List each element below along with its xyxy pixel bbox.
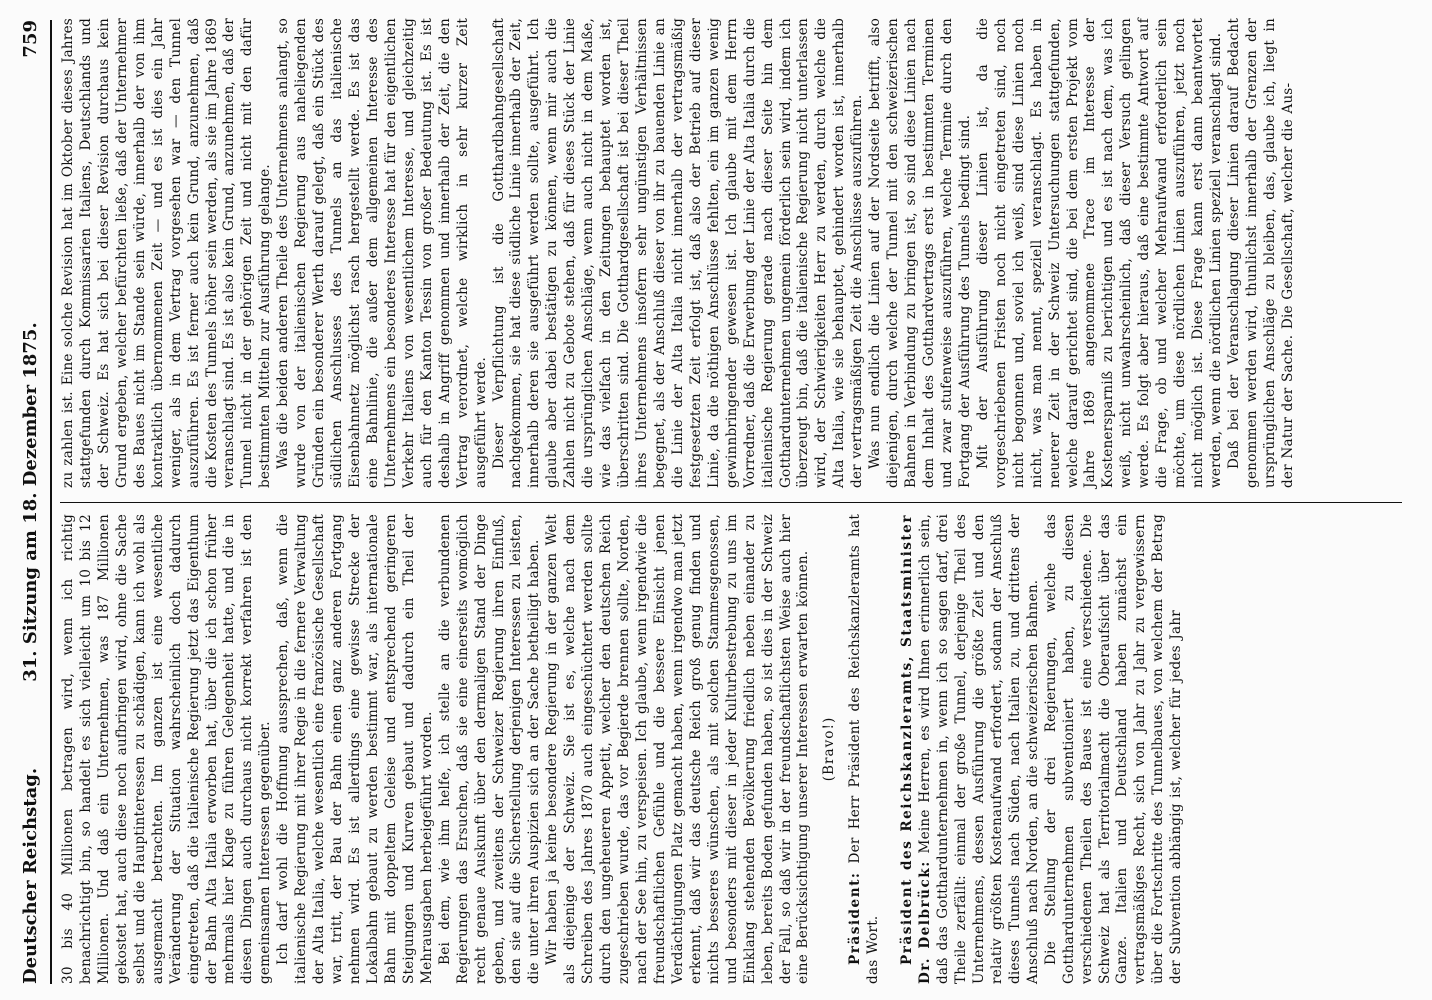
speaker-label: Präsident des Reichskanzleramts, Staatsminister Dr. Delbrück:: [899, 514, 934, 984]
column-divider: [60, 502, 1402, 503]
paragraph: 30 bis 40 Millionen betragen wird, wenn ich richtig benachrichtigt bin, so handelt es sich vielleicht um 10 bis 12 Millionen. Und daß ein Unternehmen, was 187 Millionen gekostet hat, auch diese noch aufbringen wird, ohne die Sache selbst und die Hauptinteressen zu schädigen, kann ich wohl als ausgemacht betrachten. Im ganzen ist eine wesentliche Veränderung der Situation wahrscheinlich doch dadurch eingetreten, daß die italienische Regierung jetzt das Eigenthum der Bahn Alta Italia erworben hat, über die ich schon früher mehrmals hier Klage zu führen Gelegenheit hatte, und die in diesen Dingen auch durchaus nicht korrekt verfahren ist den gemeinsamen Interessen gegenüber.: [60, 514, 274, 984]
paragraph: Die Stellung der drei Regierungen, welche das Gotthardunternehmen subventioniert haben, zu diesen verschiedenen Theilen des Baues ist eine verschiedene. Die Schweiz hat als Territorialmacht die Oberaufsicht über das Ganze. Italien und Deutschland haben zunächst ein vertragsmäßiges Recht, sich von Jahr zu Jahr zu vergewissern über die Fortschritte des Tunnelbaues, von welchem der Betrag der Subvention abhängig ist, welcher für jedes Jahr: [1042, 514, 1185, 984]
paragraph: Mit der Ausführung dieser Linien ist, da die vorgeschriebenen Fristen noch nicht eingetreten sind, noch nicht begonnen und, soviel ich weiß, sind diese Linien noch nicht, was man nennt, speziell veranschlagt. Es haben in neuerer Zeit in der Schweiz Untersuchungen stattgefunden, welche darauf gerichtet sind, die bei dem ersten Projekt vom Jahre 1869 angenommene Trace im Interesse der Kostenersparniß zu berichtigen und es ist nach dem, was ich weiß, nicht unwahrscheinlich, daß dieser Versuch gelingen werde. Es folgt aber hieraus, daß eine bestimmte Antwort auf die Frage, ob und welcher Mehraufwand erforderlich sein möchte, um diese nördlichen Linien auszuführen, jetzt noch nicht möglich ist. Diese Frage kann erst dann beantwortet werden, wenn die nördlichen Linien speziell veranschlagt sind.: [974, 18, 1224, 488]
paragraph: Der Herr Präsident des Reichskanzleramts hat das Wort.: [847, 514, 882, 984]
header-session: 31. Sitzung am 18. Dezember 1875.: [20, 322, 41, 682]
header-rule: [50, 20, 52, 984]
paragraph: Daß bei der Veranschlagung dieser Linien darauf Bedacht genommen werden wird, thunlichst innerhalb der Grenzen der ursprünglichen Anschläge zu bleiben, das, glaube ich, liegt in der Natur der Sache. Die Gesellschaft, welcher die Aus-: [1225, 18, 1296, 488]
page-number: 759: [20, 20, 41, 58]
page-header: [14, 20, 48, 984]
spacer: [883, 514, 899, 984]
paragraph: Meine Herren, es wird Ihnen erinnerlich sein, daß das Gotthardunternehmen in, wenn ich so sagen darf, drei Theile zerfällt: einmal der große Tunnel, derjenige Theil des Unternehmens, dessen Ausführung die größte Zeit und den relativ größten Kostenaufwand erfordert, sodann der Anschluß dieses Tunnels nach Süden, nach Italien zu, und drittens der Anschluß nach Norden, an die schweizerischen Bahnen.: [917, 514, 1041, 984]
applause-note: (Bravo!): [821, 716, 838, 782]
paragraph: zu zahlen ist. Eine solche Revision hat im Oktober dieses Jahres stattgefunden durch Kommissarien Italiens, Deutschlands und der Schweiz. Es hat sich bei dieser Revision durchaus kein Grund ergeben, welcher befürchten ließe, daß der Unternehmer des Baues nicht im Stande sein würde, innerhalb der von ihm kontraktlich übernommenen Zeit — und es ist dies ein Jahr weniger, als in dem Vertrag vorgesehen war — den Tunnel auszuführen. Es ist ferner auch kein Grund, anzunehmen, daß die Kosten des Tunnels höher sein werden, als sie im Jahre 1869 veranschlagt sind. Es ist also kein Grund, anzunehmen, daß der Tunnel nicht in der gehörigen Zeit und nicht mit den dafür bestimmten Mitteln zur Ausführung gelange.: [60, 18, 274, 488]
paragraph: Bei dem, wie ihm helfe, ich stelle an die verbundenen Regierungen das Ersuchen, daß sie eine einerseits womöglich recht genaue Auskunft über den dermaligen Stand der Dinge geben, und zweitens der Schweizer Regierung ihren Einfluß, den sie auf die Sicherstellung derjenigen Interessen zu leisten, die unter ihren Auspizien sich an der Sache betheiligt haben.: [436, 514, 543, 984]
right-column: [60, 18, 1402, 488]
paragraph: Wir haben ja keine besondere Regierung in der ganzen Welt als diejenige der Schweiz. Sie ist es, welche nach dem Schreiben des Jahres 1870 auch eingeschüchtert werden sollte durch den ungeheueren Appetit, welcher den deutschen Reich zugeschrieben wurde, das vor Begierde brennen sollte, Norden, nach der See hin, zu verspeisen. Ich glaube, wenn irgendwie die freundschaftlichen Gefühle und die bessere Einsicht jenen Verdächtigungen Platz gemacht haben, wenn irgendwo man jetzt erkennt, daß wir das deutsche Reich groß genug finden und nichts besseres wünschen, als mit solchen Stammesgenossen, und besonders mit dieser in jeder Kulturbestrebung zu uns im Einklang stehenden Bevölkerung friedlich neben einander zu leben, bereits Boden gefunden haben, so ist dies in der Schweiz der Fall, so daß wir in der freundschaftlichsten Weise auch hier eine Berücksichtigung unserer Interessen erwarten können.: [544, 514, 812, 984]
paragraph: Ich darf wohl die Hoffnung aussprechen, daß, wenn die italienische Regierung mit ihrer Regie in die fernere Verwaltung der Alta Italia, welche wesentlich eine französische Gesellschaft war, tritt, der Bau der Bahn einen ganz anderen Fortgang nehmen wird. Es ist allerdings eine gewisse Strecke der Lokalbahn gebaut zu werden bestimmt war, als internationale Bahn mit doppeltem Geleise und entsprechend geringeren Steigungen und Kurven gebaut und dadurch ein Theil der Mehrausgaben herbeigeführt worden.: [275, 514, 435, 984]
left-column: [60, 514, 1402, 984]
paragraph: Was die beiden anderen Theile des Unternehmens anlangt, so wurde von der italienischen Regierung aus naheliegenden Gründen ein besonderer Werth darauf gelegt, daß ein Stück des südlichen Anschlusses des Tunnels an das italienische Eisenbahnnetz möglichst rasch hergestellt werde. Es ist das eine Bahnlinie, die außer dem allgemeinen Interesse des Unternehmens ein besonderes Interesse hat für den eigentlichen Verkehr Italiens von wesentlichem Interesse, und gleichzeitig auch für den Kanton Tessin von großer Bedeutung ist. Es ist deshalb in Angriff genommen und innerhalb der Zeit, die den Vertrag verordnet, welche wirklich in sehr kurzer Zeit ausgeführt werde.: [275, 18, 489, 488]
header-publication: Deutscher Reichstag.: [20, 767, 41, 984]
speaker-label: Präsident:: [847, 871, 864, 965]
paragraph: Dieser Verpflichtung ist die Gotthardbahngesellschaft nachgekommen, sie hat diese südliche Linie innerhalb der Zeit, innerhalb deren sie ausgeführt werden sollte, ausgeführt. Ich glaube aber dabei bestätigen zu können, wenn mir auch die Zahlen nicht zu Gebote stehen, daß für dieses Stück der Linie die ursprünglichen Anschläge, wenn auch nicht in dem Maße, wie das vielfach in den Zeitungen behauptet worden ist, überschritten sind. Die Gotthardgesellschaft ist bei dieser Theil ihres Unternehmens insofern sehr ungünstigen Verhältnissen begegnet, als der Anschluß dieser von ihr zu bauenden Linie an die Linie der Alta Italia nicht innerhalb der vertragsmäßig festgesetzten Zeit erfolgt ist, daß also der Betrieb auf dieser Linie, da die nöthigen Anschlüsse fehlten, ein im ganzen wenig gewinnbringender gewesen ist. Ich glaube mit dem Herrn Vorredner, daß die Erwerbung der Linie der Alta Italia durch die italienische Regierung gerade nach dieser Seite hin dem Gotthardunternehmen ungemein förderlich sein wird, indem ich überzeugt bin, daß die italienische Regierung nicht unterlassen wird, der Schwierigkeiten Herr zu werden, durch welche die Alta Italia, wie sie behauptet, gehindert worden ist, innerhalb der vertragsmäßigen Zeit die Anschlüsse auszuführen.: [490, 18, 866, 488]
paragraph: Was nun endlich die Linien auf der Nordseite betrifft, also diejenigen, durch welche der Tunnel mit den schweizerischen Bahnen in Verbindung zu bringen ist, so sind diese Linien nach dem Inhalt des Gotthardvertrags erst in bestimmten Terminen und zwar stufenweise auszuführen, welche Termine durch den Fortgang der Ausführung des Tunnels bedingt sind.: [867, 18, 973, 488]
